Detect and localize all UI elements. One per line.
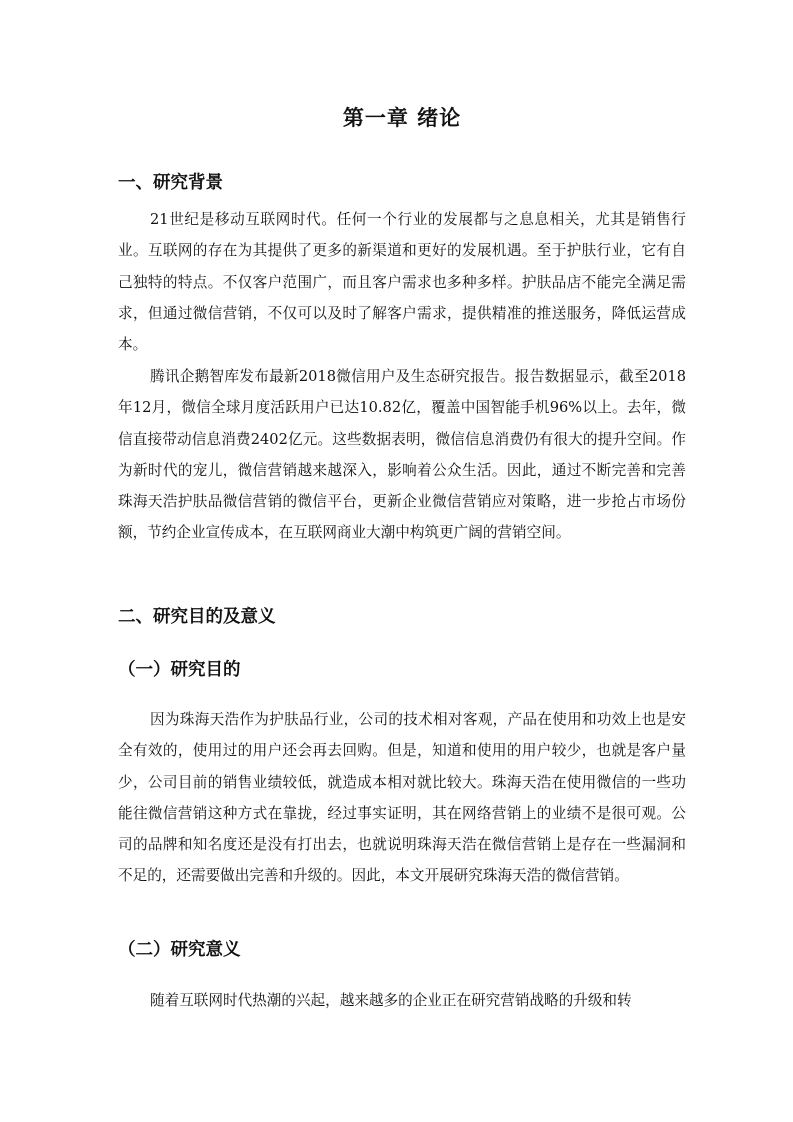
- chapter-title: 第一章 绪论: [342, 106, 462, 130]
- paragraph: 随着互联网时代热潮的兴起，越来越多的企业正在研究营销战略的升级和转: [150, 992, 632, 1009]
- section-heading-purpose-and-significance: 二、研究目的及意义: [118, 607, 276, 627]
- paragraph: 因为珠海天浩作为护肤品行业，公司的技术相对客观，产品在使用和功效上也是安全有效的，使用过的用户还会再去回购。但是，知道和使用的用户较少，也就是客户量少，公司目前的销售业绩较低，就造成本相对就比较大。珠海天浩在使用微信的一些功能往微信营销这种方式在靠拢，经过事实证明，其在网络营销上的业绩不是很可观。公司的品牌和知名度还是没有打出去，也就说明珠海天浩在微信营销上是存在一些漏洞和不足的，还需要做出完善和升级的。因此，本文开展研究珠海天浩的微信营销。: [118, 711, 686, 885]
- subsection-heading-research-purpose: （一）研究目的: [118, 660, 241, 680]
- subsection-heading-research-significance: （二）研究意义: [118, 940, 241, 960]
- paragraph: 腾讯企鹅智库发布最新2018微信用户及生态研究报告。报告数据显示，截至2018年12月，微信全球月度活跃用户已达10.82亿，覆盖中国智能手机96%以上。去年，微信直接带动信息消费2402亿元。这些数据表明，微信信息消费仍有很大的提升空间。作为新时代的宠儿，微信营销越来越深入，影响着公众生活。因此，通过不断完善和完善珠海天浩护肤品微信营销的微信平台，更新企业微信营销应对策略，进一步抢占市场份额，节约企业宣传成本，在互联网商业大潮中构筑更广阔的营销空间。: [118, 368, 686, 542]
- section-heading-research-background: 一、研究背景: [118, 173, 223, 193]
- paragraph: 21世纪是移动互联网时代。任何一个行业的发展都与之息息相关，尤其是销售行业。互联网的存在为其提供了更多的新渠道和更好的发展机遇。至于护肤行业，它有自己独特的特点。不仅客户范围广，而且客户需求也多种多样。护肤品店不能完全满足需求，但通过微信营销，不仅可以及时了解客户需求，提供精准的推送服务，降低运营成本。: [118, 211, 686, 354]
